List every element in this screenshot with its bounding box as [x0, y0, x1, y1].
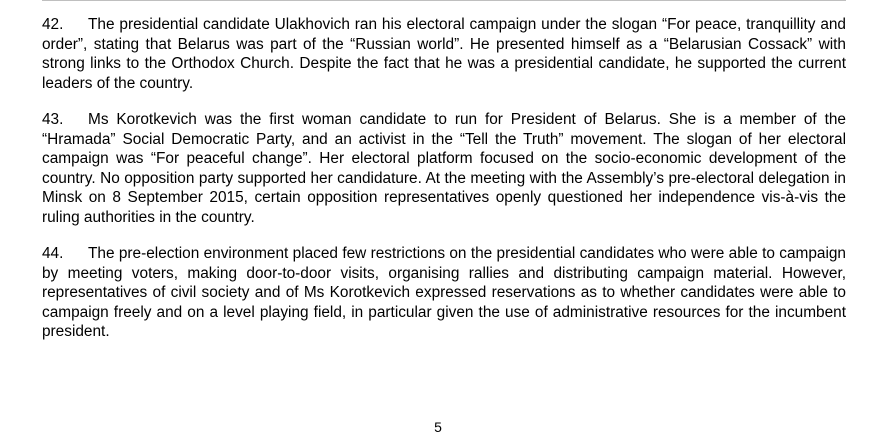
paragraph-42 [42, 15, 846, 93]
paragraph-43 [42, 110, 846, 227]
paragraph-text: The pre-election environment placed few restrictions on the presidential candidates who were able to campaign by meeting voters, making door-to-door visits, organising rallies and distributing campaign material. However, representatives of civil society and of Ms Korotkevich expressed reservations as to whether candidates were able to campaign freely and on a level playing field, in particular given the use of administrative resources for the incumbent president. [42, 245, 846, 340]
paragraph-text: The presidential candidate Ulakhovich ran his electoral campaign under the slogan “For peace, tranquillity and order”, stating that Belarus was part of the “Russian world”. He presented himself as a “Belarusian Cossack” with strong links to the Orthodox Church. Despite the fact that he was a presidential candidate, he supported the current leaders of the country. [42, 16, 846, 92]
paragraph-number: 44. [42, 245, 64, 262]
paragraph-text: Ms Korotkevich was the first woman candidate to run for President of Belarus. She is a member of the “Hramada” Social Democratic Party, and an activist in the “Tell the Truth” movement. The slogan of her electoral campaign was “For peaceful change”. Her electoral platform focused on the socio-economic development of the country. No opposition party supported her candidature. At the meeting with the Assembly’s pre-electoral delegation in Minsk on 8 September 2015, certain opposition representatives openly questioned her independence vis-à-vis the ruling authorities in the country. [42, 111, 846, 226]
page-number: 5 [434, 419, 442, 435]
paragraph-number: 42. [42, 16, 64, 33]
top-divider [42, 0, 846, 1]
paragraph-44 [42, 244, 846, 342]
paragraph-number: 43. [42, 111, 64, 128]
